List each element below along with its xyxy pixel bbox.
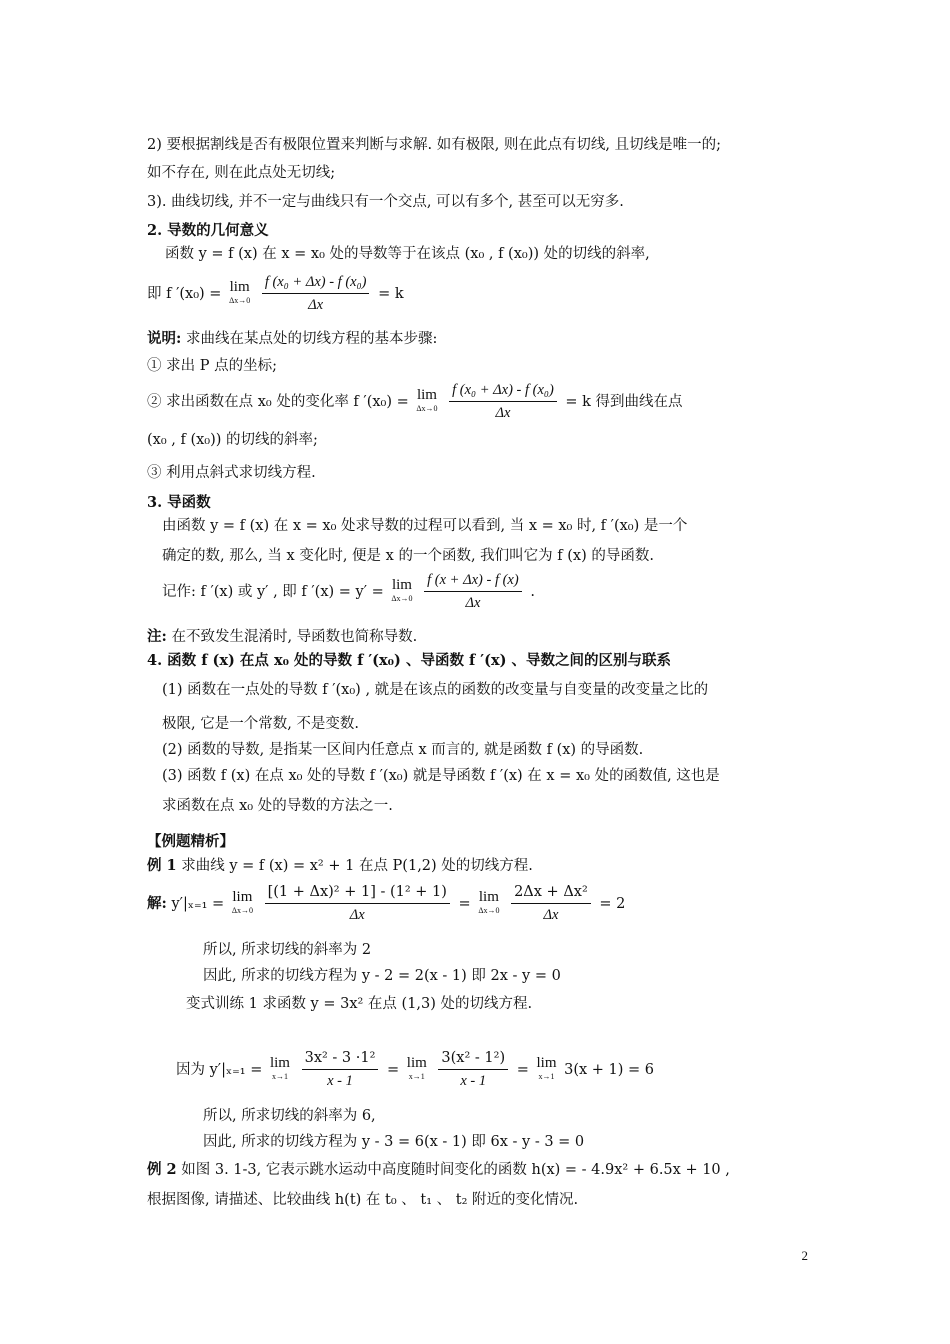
numerator: f (x₀ + Δx) - f (x₀) — [262, 272, 370, 294]
lim-subscript: Δx→0 — [416, 404, 438, 413]
fraction — [424, 570, 522, 614]
formula-text: = k 得到曲线在点 — [565, 394, 683, 410]
limit-operator — [536, 1056, 556, 1084]
text-line: 确定的数, 那么, 当 x 变化时, 便是 x 的一个函数, 我们叫它为 f (x) 的导函数. — [162, 548, 654, 564]
note-label: 说明: — [147, 330, 182, 347]
text-line: 变式训练 1 求函数 y = 3x² 在点 (1,3) 处的切线方程. — [186, 996, 533, 1012]
denominator: Δx — [465, 595, 481, 611]
lim-subscript: Δx→0 — [229, 296, 251, 305]
step-item: ③ 利用点斜式求切线方程. — [147, 465, 316, 481]
text-line: 求函数在点 x₀ 处的导数的方法之一. — [162, 798, 393, 814]
denominator: Δx — [495, 405, 511, 421]
text-line: (3) 函数 f (x) 在点 x₀ 处的导数 f ′(x₀) 就是导函数 f ′(x) 在 x = x₀ 处的函数值, 这也是 — [162, 768, 720, 784]
example-label: 例 1 — [147, 857, 177, 874]
lim-subscript: x→1 — [538, 1072, 555, 1081]
limit-operator — [407, 1056, 427, 1084]
text-line: 所以, 所求切线的斜率为 6, — [203, 1108, 376, 1124]
section-heading: 3. 导函数 — [147, 494, 211, 511]
lim-subscript: Δx→0 — [231, 906, 253, 915]
example-text: 求曲线 y = f (x) = x² + 1 在点 P(1,2) 处的切线方程. — [181, 858, 533, 874]
limit-operator — [232, 890, 253, 918]
note-text: 求曲线在某点处的切线方程的基本步骤: — [185, 331, 438, 347]
denominator: Δx — [543, 907, 559, 923]
numerator: f (x + Δx) - f (x) — [424, 570, 522, 592]
lim-text: lim — [536, 1055, 557, 1071]
denominator: x - 1 — [327, 1073, 353, 1089]
formula-text: = — [458, 896, 471, 912]
fraction — [262, 272, 370, 316]
section-heading: 4. 函数 f (x) 在点 x₀ 处的导数 f ′(x₀) 、导函数 f ′(x) 、导数之间的区别与联系 — [147, 652, 672, 669]
numerator: [(1 + Δx)² + 1] - (1² + 1) — [265, 882, 450, 904]
text-line: 根据图像, 请描述、比较曲线 h(t) 在 t₀ 、 t₁ 、 t₂ 附近的变化情况. — [147, 1192, 579, 1208]
numerator: 3x² - 3 ·1² — [302, 1048, 379, 1070]
lim-text: lim — [391, 577, 412, 593]
lim-subscript: Δx→0 — [478, 906, 500, 915]
denominator: x - 1 — [460, 1073, 487, 1089]
formula-text: = — [516, 1062, 529, 1078]
lim-text: lim — [406, 1055, 427, 1071]
note-text: 在不致发生混淆时, 导函数也简称导数. — [171, 629, 418, 645]
text-line: 因此, 所求的切线方程为 y - 3 = 6(x - 1) 即 6x - y - 3 = 0 — [203, 1134, 585, 1150]
text-line: (x₀ , f (x₀)) 的切线的斜率; — [147, 432, 318, 448]
limit-operator — [416, 388, 437, 416]
solution-label: 解: — [147, 895, 167, 912]
fraction — [265, 882, 450, 926]
example-text: 如图 3. 1-3, 它表示跳水运动中高度随时间变化的函数 h(x) = - 4.9x² + 6.5x + 10 , — [181, 1162, 730, 1178]
formula-text: 记作: f ′(x) 或 y′ , 即 f ′(x) = y′ = — [162, 584, 384, 600]
formula-text: 3(x + 1) = 6 — [564, 1062, 655, 1078]
formula-text: . — [530, 584, 535, 600]
text-line: 如不存在, 则在此点处无切线; — [147, 165, 336, 181]
formula-line — [162, 570, 535, 614]
fraction — [438, 1048, 508, 1092]
section-heading: 2. 导数的几何意义 — [147, 222, 269, 239]
note-line — [147, 627, 417, 647]
solution-line — [147, 882, 625, 926]
text-line: 所以, 所求切线的斜率为 2 — [203, 942, 372, 958]
text-line: 函数 y = f (x) 在 x = x₀ 处的导数等于在该点 (x₀ , f (x₀)) 处的切线的斜率, — [165, 246, 650, 262]
formula-text: 即 f ′(x₀) = — [147, 286, 222, 302]
fraction — [511, 882, 591, 926]
limit-operator — [391, 578, 412, 606]
text-line: 3). 曲线切线, 并不一定与曲线只有一个交点, 可以有多个, 甚至可以无穷多. — [147, 194, 624, 210]
formula-text: = — [387, 1062, 400, 1078]
formula-text: 因为 y′|ₓ₌₁ = — [176, 1062, 263, 1078]
denominator: Δx — [308, 297, 324, 313]
denominator: Δx — [349, 907, 365, 923]
fraction — [449, 380, 557, 424]
formula-line — [147, 272, 404, 316]
note-label: 注: — [147, 628, 167, 645]
fraction — [302, 1048, 379, 1092]
formula-text: ② 求出函数在点 x₀ 处的变化率 f ′(x₀) = — [147, 394, 409, 410]
text-line: 极限, 它是一个常数, 不是变数. — [162, 716, 360, 732]
lim-text: lim — [416, 387, 437, 403]
text-line: 因此, 所求的切线方程为 y - 2 = 2(x - 1) 即 2x - y = 0 — [203, 968, 561, 984]
step-item: ① 求出 P 点的坐标; — [147, 358, 277, 374]
text-line: (2) 函数的导数, 是指某一区间内任意点 x 而言的, 就是函数 f (x) 的导函数. — [162, 742, 644, 758]
lim-text: lim — [269, 1055, 290, 1071]
section-heading: 【例题精析】 — [147, 833, 234, 850]
lim-subscript: Δx→0 — [391, 594, 413, 603]
numerator: f (x₀ + Δx) - f (x₀) — [449, 380, 557, 402]
limit-operator — [478, 890, 499, 918]
note-line — [147, 329, 437, 349]
example-line — [147, 856, 533, 876]
text-line: 由函数 y = f (x) 在 x = x₀ 处求导数的过程可以看到, 当 x = x₀ 时, f ′(x₀) 是一个 — [162, 518, 688, 534]
lim-subscript: x→1 — [271, 1072, 288, 1081]
formula-text: = 2 — [599, 896, 626, 912]
formula-text: = k — [378, 286, 404, 302]
limit-operator — [229, 280, 250, 308]
lim-text: lim — [478, 889, 499, 905]
limit-operator — [270, 1056, 290, 1084]
example-label: 例 2 — [147, 1161, 177, 1178]
numerator: 3(x² - 1²) — [438, 1048, 508, 1070]
formula-line — [147, 380, 683, 424]
lim-text: lim — [229, 279, 250, 295]
formula-line — [176, 1048, 654, 1092]
formula-text: y′|ₓ₌₁ = — [171, 896, 225, 912]
lim-subscript: x→1 — [408, 1072, 425, 1081]
page-number: 2 — [801, 1248, 808, 1263]
text-line: (1) 函数在一点处的导数 f ′(x₀) , 就是在该点的函数的改变量与自变量的改变量之比的 — [162, 682, 709, 698]
numerator: 2Δx + Δx² — [511, 882, 591, 904]
text-line: 2) 要根据割线是否有极限位置来判断与求解. 如有极限, 则在此点有切线, 且切线是唯一的; — [147, 137, 722, 153]
example-line — [147, 1160, 730, 1180]
lim-text: lim — [232, 889, 253, 905]
